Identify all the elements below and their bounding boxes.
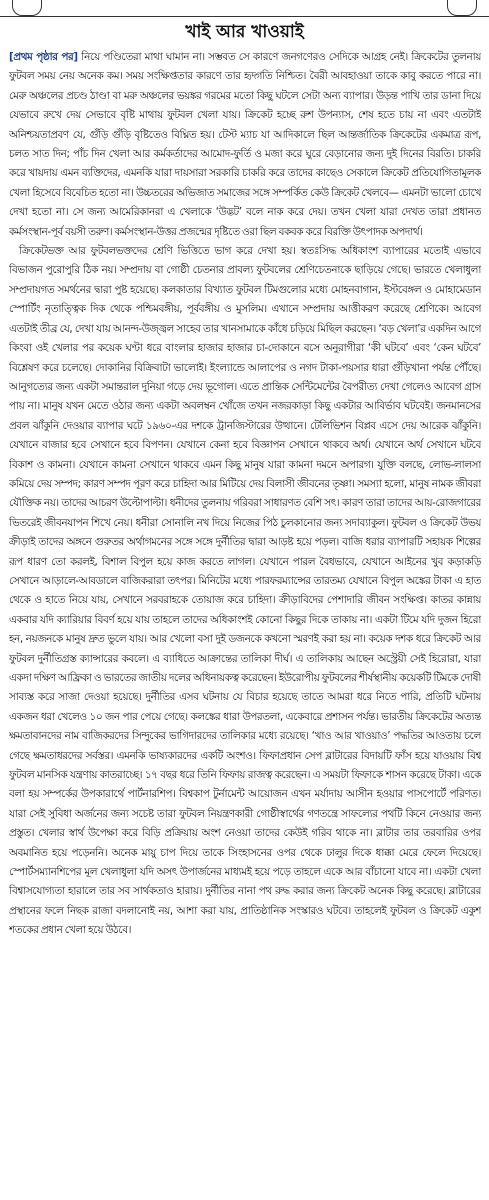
article-paragraph-1 xyxy=(9,48,481,242)
frame-rule xyxy=(0,16,489,17)
frame-tab-right xyxy=(447,0,477,16)
article-paragraph-2: ক্রিকেটভক্ত আর ফুটবলভক্তদের শ্রেণি ভিত্তিতে ভাগ করে দেখা হয়। স্বতঃসিদ্ধ অধিকাংশ ব্যাপারের মতোই এভাবে বিভাজন পুরোপুরি ঠিক নয়। সম্প্রদায় বা গোষ্ঠী চেতনার প্রাবল্য ফুটবলের শ্রেণিচেতনাকে ছাড়িয়ে গেছে। ভারতে খেলাধুলা সম্প্রদায়গত সমর্থনের দ্বারা পুষ্ট হয়েছে। কলকাতার বিখ্যাত ফুটবল টিমগুলোর মধ্যে মোহনবাগান, ইস্টবেঙ্গল ও মোহামেডান স্পোর্টিং নৃতাত্ত্বিক দিক থেকে পশ্চিমবঙ্গীয়, পূর্ববঙ্গীয় ও মুসলিম। এখানে সম্প্রদায় আত্তীকরণ করেছে শ্রেণিকে। আবেগ এতটাই তীব্র যে, দেখা যায় আনন্দ-উজ্জ্বল সাহেব তার খানসামাকে কাঁধে চড়িয়ে মিছিল করছেন। ‘বড় খেলা’র একদিন আগে কিংবা ওই খেলার পর কয়েক ঘণ্টা ধরে বাংলার হাজার হাজার চা-দোকানে বসে অনুরাগীরা ‘কী ঘটবে’ এবং ‘কেন ঘটবে’ বিশ্লেষণ করে চলেছে। দোকানির বিক্রিবাটা ভালোই। ইংল্যান্ডে আলাপের ও নগদ টাকা-পয়সার ধারা গুঁড়িখানা পর্যন্ত পৌঁছে। আনুগত্যের জন্য একটা সমান্তরাল দুনিয়া গড়ে দেয় ভূগোল। এতে প্রান্তিক সেন্টিমেন্টের বৈপরীত্য দেখা গেলেও আবেগ গ্রাস পায় না। মানুষ যখন মেতে ওঠার জন্য একটা অবলম্বন খোঁজে তখন নজরকাড়া কিছু একটার আবির্ভাব ঘটবেই। জনমানসের প্রবল ঝাঁকুনি দেওয়ার ব্যাপার ঘটে ১৯৬০-এর দশকে ট্রানজিস্টারের উত্থানে। টেলিভিশন বিপ্লব এসে দেয় আরেক ঝাঁকুনি। যেখানে বাজার হবে সেখানে হবে বিপণন। যেখানে কেনা হবে বিজ্ঞাপন সেখানে থাকবে অর্থ। যেখানে অর্থ সেখানে ঘটবে বিকাশ ও কামনা। যেখানে কামনা সেখানে থাকবে এমন কিছু মানুষ যারা কামনা দমনে অপারগ। যুক্তি বলছে, লোভ-লালসা কমিয়ে দেয় সম্পদ; কারণ সম্পদ পূরণ করে চাহিদা আর মিটিয়ে দেয় বিলাসী জীবনের তৃষ্ণা। সমস্যা হলো, মানুষ নামক জীবরা যৌক্তিক নয়। তাদের আচরণ উল্টোপাল্টা। ধনীদের তুলনায় গরিবরা সাধারণত বেশি সৎ। কারণ তারা তাদের আয়-রোজগারের ভিতরেই জীবনযাপন শিখে নেয়। ধনীরা সোনালি নখ দিয়ে নিজের পিঠ চুলকানোর জন্য সদাব্যাকুল। ফুটবল ও ক্রিকেট উভয় ক্রীড়াই তাদের অঙ্গনে গুরুতর অর্থাগমনের সঙ্গে সঙ্গে দুর্নীতির দ্বারা আড়ষ্ট হয়ে পড়ল। বাজি ধরার ব্যাপারটি সহায়ক শিল্পের রূপ ধারণ তো করলই, বিশাল বিপুল হয়ে কাজ করতে লাগল। যেখানে পারল বৈধভাবে, যেখানে আইনের খুব কড়াকড়ি সেখানে আড়ালে-আবডালে বাজিকরারা তৎপর। মিনিটের মধ্যে পারফরম্যান্সের তারতম্য যেখানে বিপুল অঙ্কের টাকা এ হাত থেকে ও হাতে নিয়ে যায়, সেখানে সরবরাহকে তোয়াজ করে চাহিদা। ক্রীড়াবিদের পেশাদারি জীবন সংক্ষিপ্ত। কাতর কান্নায় একবার যদি ক্যারিয়ার বিবর্ণ হয়ে যায় তাহলে তাদের অধিকাংশই কোনো কিছুর দিকে তাকায় না। একটা টিমে যদি দুজন হিরো হন, নয়জনকে মানুষ দ্রুত ভুলে যায়। আর খেলো বসা দুই ডজনকে কখনো স্মরণই করা হয় না। কয়েক দশক ধরে ক্রিকেট আর ফুটবল দুর্নীতিগ্রস্ত ক্যান্সারের কবলে। এ ব্যাধিতে আক্রান্তের তালিকা দীর্ঘ। এ তালিকায় আছেন অস্ট্রেয়ী সেই হিরোরা, যারা একদা দক্ষিণ আফ্রিকা ও ভারতের জাতীয় দলের অধিনায়কত্ব করেছেন। ইউরোপীয় ফুটবলের শীর্ষস্থানীয় কয়েকটি টিমকে দোষী সাব্যস্ত করে সাজা দেওয়া হয়েছে। দুর্নীতির এসব ঘটনায় যে বিচার হয়েছে তাতে আমরা ধরে নিতে পারি, প্রতিটি ঘটনায় একজন ধরা খেলেও ১০ জন পার পেয়ে গেছে। কলঙ্কের ধারা উপরতলা, একেবারে প্রশাসন পর্যন্ত। ভারতীয় ক্রিকেটের অত্যন্ত ক্ষমতাবানদের নাম বাজিকরদের সিন্দুকের ভাগিদারদের তালিকার মধ্যে রয়েছে। ‘খাও আর খাওয়াও’ পদ্ধতির আওতায় চলে গেছে ক্ষমতাধরদের সর্বস্তর। এমনকি ভাষ্যকারদের একটি অংশও। ফিফাপ্রধান সেপ ব্লাটারের বিদায়টি ফাঁস হয়ে যাওয়ায় বিশ্ব ফুটবল মানসিক যন্ত্রণায় কাতরাচ্ছে। ১৭ বছর ধরে তিনি ফিফায় রাজত্ব করেছেন। এ সময়টা ফিফাকে শাসন করেছে টাকা। একে বলা হয় সম্পর্কের উপকারার্থে পার্টনারশিপ। বিশ্বকাপ টুর্নামেন্ট আয়োজন এখন মর্যাদায় আসীন হওয়ার পাসপোর্টে পরিণত। যারা সেই সুবিধা অর্জনের জন্য সচেষ্ট তারা ফুটবল নিয়ন্ত্রণকারী গোষ্ঠীস্বার্থের গণতন্ত্রে সাফল্যের পথটি কিনে নেওয়ার জন্য প্রস্তুত। খেলার স্বার্থ উপেক্ষা করে বিড়ি প্রক্রিয়ায় অংশ নেওয়া তাদের কেউই গরিব থাকে না। ব্লাটার তার তরবারির ওপর অবমানিত হয়ে পড়েননি। অনেক মায়ু চাপ দিয়ে তাকে সিংহাসনের ওপর থেকে ঢালুর দিকে ধাক্কা মেরে ফেলে দিয়েছে। স্পোর্টসম্যানশিপের মূল খেলাধুলা যদি অসৎ উপার্জনের মাধ্যমই হয়ে পড়ে তাহলে একে আর বাঁচানো যাবে না। একটা খেলা বিশ্বাসযোগ্যতা হারালে তার সব সার্থকতাও হারায়। দুর্নীতির নানা পথ রুদ্ধ করার জন্য ক্রিকেট অনেক কিছু করেছে। ব্লাটারের প্রস্থানের ফলে নিছক রাজা বদলানোই নয়, আশা করা যায়, প্রাতিষ্ঠানিক সংস্কারও ঘটবে। তাহলেই ফুটবল ও ক্রিকেট একুশ শতকের প্রধান খেলা হয়ে উঠবে। xyxy=(9,245,481,937)
article-body xyxy=(9,48,481,1194)
frame-tab-left xyxy=(12,0,42,16)
article-paragraph-1-text: নিয়ে পণ্ডিতেরা মাথা ঘামান না। সম্ভবত সে কারণে জনগণেরও সেদিকে আগ্রহ নেই। ক্রিকেটের তুলনায় ফুটবল সময় নেয় অনেক কম। সময় সংক্ষিপ্ততার কারণে তার হৃদ্গতি নিশ্চিত। বৈরী আবহাওয়া তাকে কাবু করতে পারে না। মেরু অঞ্চলের প্রচণ্ড ঠাণ্ডা বা মরু অঞ্চলের ভয়ঙ্কর গরমের মতো কিছু ঘটলে সেটা অন্য ব্যাপার। উড়ন্ত পাখি তার ডানা দিয়ে যেভাবে রুখে দেয় সেভাবে বৃষ্টি মাথায় ফুটবল খেলা যায়। ক্রিকেট হচ্ছে রুশ উপন্যাস, শেষ হতে চায় না এবং এতটাই অনিশ্চয়তাপ্রবণ যে, গুঁড়ি গুঁড়ি বৃষ্টিতেও বিঘ্নিত হয়। টেস্ট ম্যাচ যা আদিকালে ছিল আন্তর্জাতিক ক্রিকেটের একমাত্র রূপ, চলত সাত দিন; পাঁচ দিন খেলা আর কর্মকর্তাদের আমোদ-ফুর্তি ও মজা করে ঘুরে বেড়ানোর জন্য দুই দিনের বিরতি। চাকরি করে খায়দায় এমন ব্যক্তিদের, এমনকি যারা দায়সারা সরকারি চাকরি করে তাদের কাছেও সেকালে ক্রিকেট প্রতিযোগিতামূলক খেলা হিসেবে বিবেচিত হতো না। উচ্চতরের অভিজাত সমাজের সঙ্গে সম্পর্কিত কেউ ক্রিকেট খেলবে— এমনটা ভালো চোখে দেখা হতো না। সে জন্য আমেরিকানরা এ খেলাকে ‘উদ্ভট’ বলে নাক করে দেয়। তখন খেলা যারা দেখত তারা প্রধানত কর্মসংস্থান-পূর্ব বয়সী তরুণ। কর্মসংস্থান-উত্তর প্রজন্মের দৃষ্টিতে ওরা ছিল বকবক করে বিরক্তি উৎপাদক অপদার্থ। xyxy=(9,51,481,238)
continued-from-label: [প্রথম পৃষ্ঠার পর] xyxy=(9,51,78,63)
article-headline: খাই আর খাওয়াই xyxy=(185,22,304,42)
